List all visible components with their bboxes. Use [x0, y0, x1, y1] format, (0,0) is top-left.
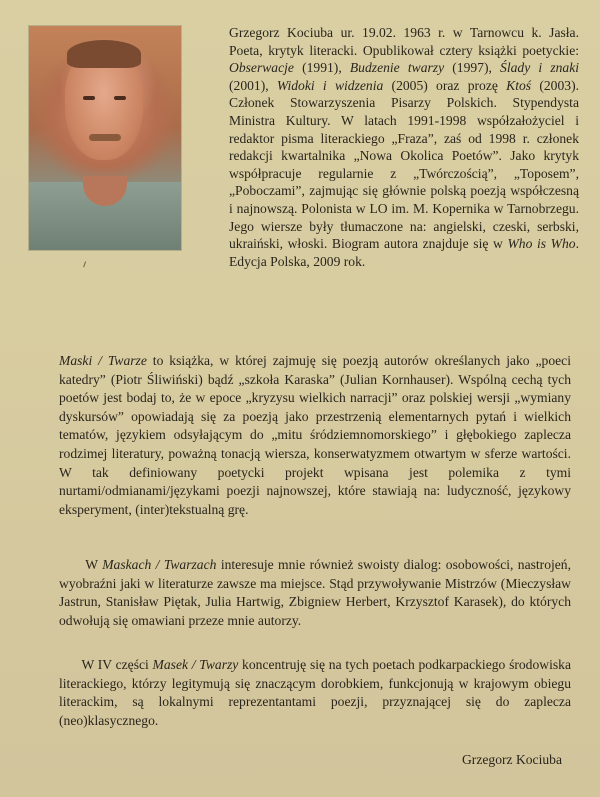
photo-eye-right — [114, 96, 126, 100]
author-signature: Grzegorz Kociuba — [461, 752, 562, 767]
photo-mustache — [89, 134, 121, 141]
paragraph-dialogue: W Maskach / Twarzach interesuje mnie również swoisty dialog: osobowości, nastrojeń, wyobraźni jaki w literaturze zawsze ma miejsce. Stąd przywoływanie Mistrzów (Mieczysław Jastrun, Stanisław Piętak, Julia Hartwig, Zbigniew Herbert, Krzysztof Karasek), do których odwołują się omawiani przeze mnie autorzy. — [59, 557, 571, 628]
photo-eye-left — [83, 96, 95, 100]
photo-hair — [67, 40, 141, 68]
print-mark — [83, 261, 90, 268]
author-biography: Grzegorz Kociuba ur. 19.02. 1963 r. w Tarnowcu k. Jasła. Poeta, krytyk literacki. Opublikował cztery książki poetyckie: Obserwacje (1991), Budzenie twarzy (1997), Ślady i znaki (2001), Widoki i widzenia (2005) oraz prozę Ktoś (2003). Członek Stowarzyszenia Pisarzy Polskich. Stypendysta Ministra Kultury. W latach 1991-1998 współzałożyciel i redaktor pisma literackiego „Fraza”, zaś od 1998 r. członek redakcji kwartalnika „Nowa Okolica Poetów”. Jako krytyk współpracuje regularnie z „Twórczością”, „Toposem”, „Poboczami”, zajmując się głównie polską poezją współczesną i najnowszą. Polonista w LO im. M. Kopernika w Tarnobrzegu. Jego wiersze były tłumaczone na: angielski, czeski, serbski, ukraiński, włoski. Biogram autora znajduje się w Who is Who. Edycja Polska, 2009 rok. — [229, 25, 580, 269]
paragraph-book-description: Maski / Twarze to książka, w której zajmuję się poezją autorów określanych jako „poeci katedry” (Piotr Śliwiński) bądź „szkoła Karaska” (Julian Kornhauser). Wspólną cechą tych poetów jest bodaj to, że w epoce „kryzysu wielkich narracji” oraz polskiej wersji „wymiany dyskursów” opowiadają się za poezją jako przestrzenią elementarnych pytań i wielkich tematów, językiem odsyłającym do „mitu śródziemnomorskiego” i głębokiego zaplecza rodzimej literatury, poważną tonacją wiersza, konserwatyzmem otwartym w sferze wartości. W tak definiowany poetycki projekt wpisana jest polemika z tymi nurtami/odmianami/językami poezji najnowszej, które stawiają na: ludyczność, językowy eksperyment, (inter)tekstualną grę. — [59, 353, 571, 517]
author-photo — [29, 26, 181, 250]
paragraph-part-four: W IV części Masek / Twarzy koncentruję się na tych poetach podkarpackiego środowiska literackiego, którzy legitymują się znaczącym dorobkiem, funkcjonują w krajowym obiegu literackim, są lokalnymi reprezentantami poezji, przyznającej się do zaplecza (neo)klasycznego. — [59, 657, 571, 728]
